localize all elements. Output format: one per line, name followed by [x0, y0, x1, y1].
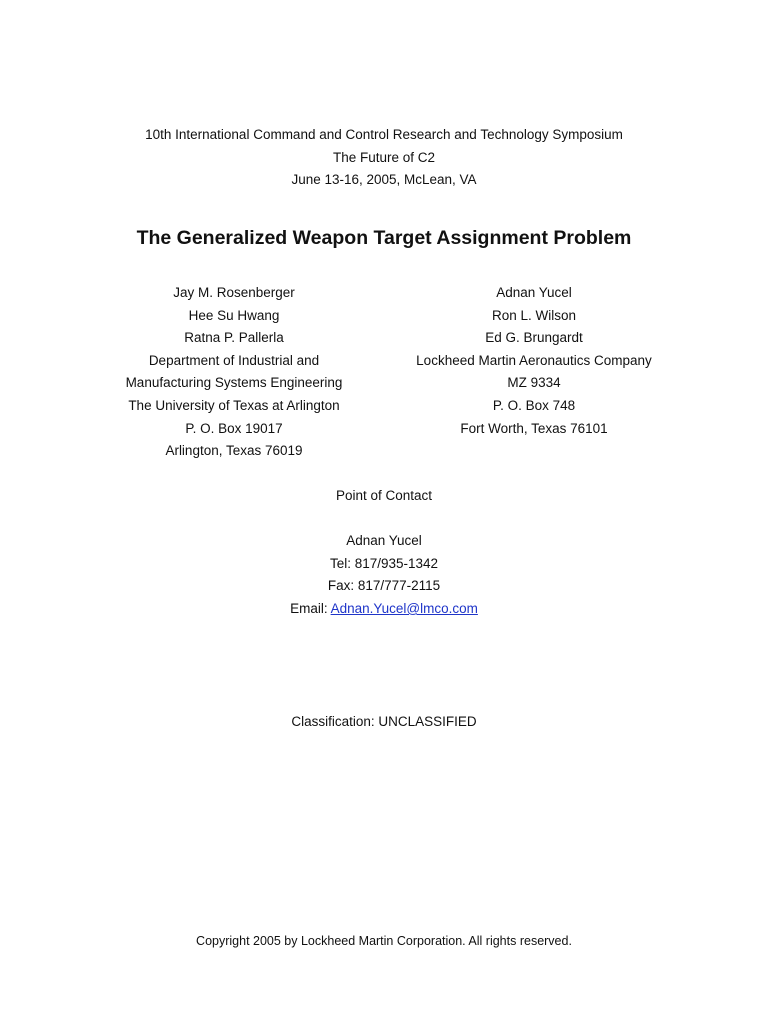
copyright-notice: Copyright 2005 by Lockheed Martin Corporation. All rights reserved.: [196, 934, 572, 948]
author-line: Jay M. Rosenberger: [173, 285, 295, 300]
contact-email-label: Email:: [290, 600, 331, 616]
point-of-contact: [0, 485, 768, 621]
author-block-left: [84, 282, 384, 463]
affiliation-line: Lockheed Martin Aeronautics Company: [416, 352, 652, 368]
address-line: Arlington, Texas 76019: [165, 443, 303, 459]
contact-email-row: [0, 598, 768, 621]
author-block-right: [384, 282, 684, 440]
contact-spacer: [0, 508, 768, 531]
contact-email-link[interactable]: Adnan.Yucel@lmco.com: [330, 600, 478, 616]
address-line: P. O. Box 19017: [185, 420, 283, 436]
affiliation-line: Department of Industrial and: [148, 352, 320, 368]
author-line: Ron L. Wilson: [491, 307, 577, 323]
symposium-header: [0, 124, 768, 192]
classification-label: Classification: UNCLASSIFIED: [291, 714, 477, 729]
address-line: P. O. Box 748: [492, 397, 576, 413]
author-line: Ratna P. Pallerla: [184, 330, 284, 346]
paper-title: The Generalized Weapon Target Assignment Problem: [136, 227, 632, 249]
affiliation-line: The University of Texas at Arlington: [128, 397, 340, 413]
contact-tel: Tel: 817/935-1342: [329, 555, 439, 571]
author-line: Adnan Yucel: [496, 285, 572, 300]
classification: [0, 711, 768, 734]
contact-name: Adnan Yucel: [346, 533, 422, 549]
symposium-name: 10th International Command and Control Research and Technology Symposium: [145, 127, 623, 142]
author-line: Ed G. Brungardt: [485, 330, 583, 346]
symposium-date-location: June 13-16, 2005, McLean, VA: [291, 172, 477, 188]
author-line: Hee Su Hwang: [188, 307, 280, 323]
contact-fax: Fax: 817/777-2115: [327, 578, 441, 594]
address-line: Fort Worth, Texas 76101: [460, 420, 608, 436]
symposium-theme: The Future of C2: [332, 149, 436, 165]
affiliation-line: Manufacturing Systems Engineering: [125, 375, 343, 391]
contact-heading: Point of Contact: [335, 488, 433, 503]
address-line: MZ 9334: [507, 375, 561, 391]
